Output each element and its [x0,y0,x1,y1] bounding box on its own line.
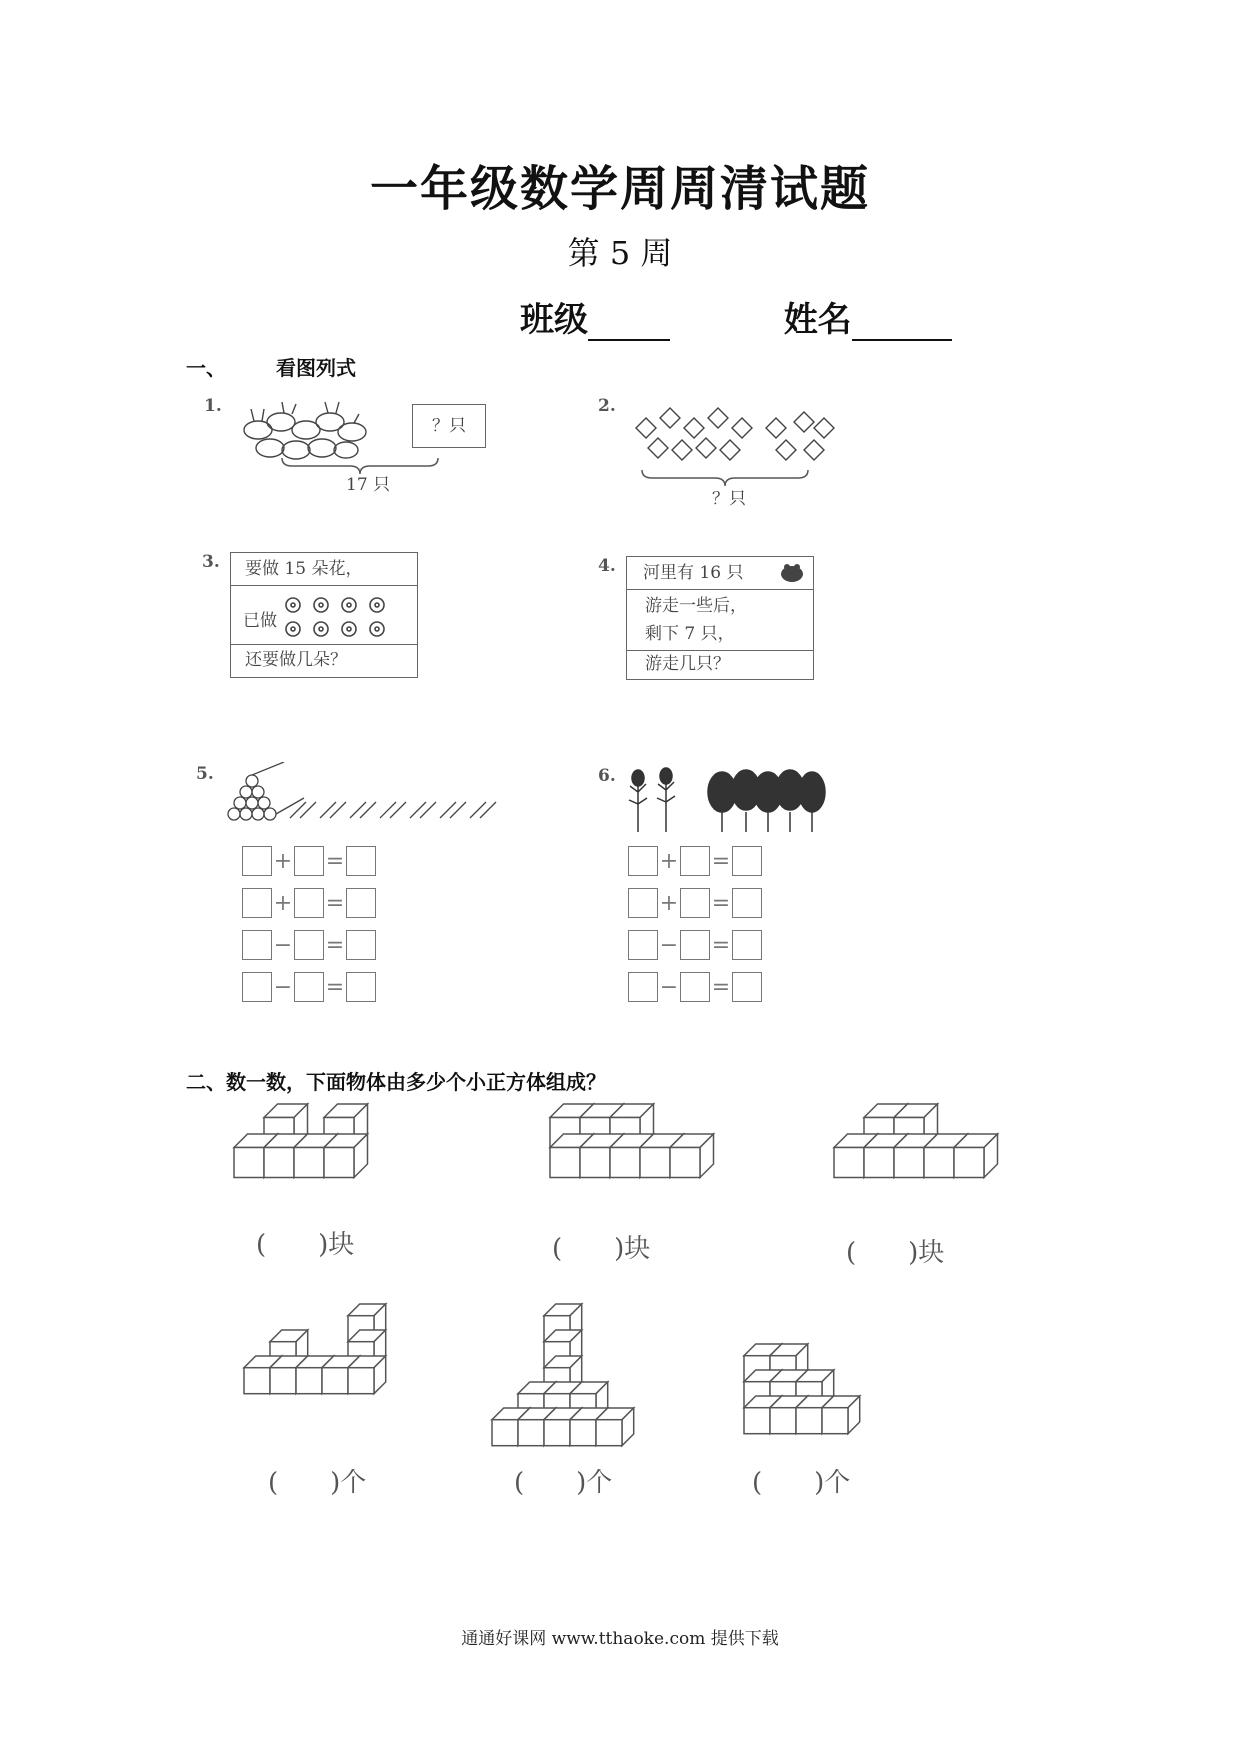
q6-number: 6. [598,766,616,786]
q5-equation-3: − = [242,930,376,972]
q5-equation-1: + = [242,846,376,888]
answer-blank-4[interactable]: ( )个 [268,1468,367,1498]
q1-number: 1. [204,396,222,416]
answer-blank-6[interactable]: ( )个 [752,1468,851,1498]
answer-box[interactable] [242,972,272,1002]
cube [324,1134,368,1178]
logs-illustration [224,762,504,824]
answer-box[interactable] [346,930,376,960]
cube-figure-3 [830,1100,1030,1220]
answer-box[interactable] [294,930,324,960]
name-blank[interactable] [852,305,952,341]
q5-equations [242,846,376,1014]
q6-equation-4: − = [628,972,762,1014]
answer-box[interactable] [294,846,324,876]
answer-box[interactable] [680,846,710,876]
answer-box[interactable] [680,930,710,960]
birds-illustration [626,398,836,470]
q1-unknown-box: ？只 [412,404,486,448]
cube-figure-2 [546,1100,736,1220]
flowers-illustration [281,592,411,642]
q5-equation-4: − = [242,972,376,1014]
answer-box[interactable] [732,972,762,1002]
answer-box[interactable] [242,846,272,876]
plants-illustration [622,762,832,834]
page-title: 一年级数学周周清试题 [369,161,870,217]
footer-text: 通通好课网 www.tthaoke.com 提供下载 [461,1629,779,1649]
class-blank[interactable] [588,305,670,341]
q2-number: 2. [598,396,616,416]
student-info-fields [520,292,952,341]
answer-box[interactable] [732,888,762,918]
cube [954,1134,998,1178]
q6-equation-3: − = [628,930,762,972]
q6-equations [628,846,762,1014]
cube [596,1408,634,1446]
q3-box [230,552,418,678]
q4-line3: 剩下 7 只， [645,624,735,644]
rabbits-illustration [236,400,376,462]
q4-line2: 游走一些后， [645,596,747,616]
answer-box[interactable] [346,972,376,1002]
cube-figure-4 [240,1300,400,1460]
q3-line3: 还要做几朵？ [245,650,347,670]
q3-number: 3. [202,552,220,572]
class-label: 班级 [520,300,588,340]
cube-figure-5 [488,1300,668,1460]
section2-label: 二、数一数，下面物体由多少个小正方体组成？ [186,1070,606,1094]
cube [670,1134,714,1178]
q1-total: 17 只 [346,475,391,495]
q3-line2: 已做 [243,611,277,631]
q4-line4: 游走几只？ [645,654,730,674]
q4-box [626,556,814,680]
cube-figure-1 [230,1100,430,1220]
q3-line1: 要做 15 朵花， [231,553,417,586]
q2-total: ？只 [712,489,746,509]
section1-label: 看图列式 [276,356,356,380]
answer-blank-1[interactable]: ( )块 [256,1230,355,1260]
cube [348,1356,386,1394]
frog-icon [777,561,807,585]
name-label: 姓名 [783,300,852,340]
answer-box[interactable] [628,972,658,1002]
cube [822,1396,860,1434]
answer-box[interactable] [680,972,710,1002]
answer-box[interactable] [346,846,376,876]
q4-line1: 河里有 16 只 [643,563,744,583]
answer-box[interactable] [732,846,762,876]
answer-blank-2[interactable]: ( )块 [552,1234,651,1264]
answer-box[interactable] [628,846,658,876]
week-label: 第 5 周 [567,234,673,272]
answer-box[interactable] [294,888,324,918]
q5-number: 5. [196,764,214,784]
answer-box[interactable] [628,888,658,918]
answer-blank-3[interactable]: ( )块 [846,1238,945,1268]
section1-number: 一、 [186,356,226,380]
answer-box[interactable] [346,888,376,918]
answer-blank-5[interactable]: ( )个 [514,1468,613,1498]
q4-number: 4. [598,556,616,576]
answer-box[interactable] [242,930,272,960]
q6-equation-2: + = [628,888,762,930]
answer-box[interactable] [732,930,762,960]
cube-figure-6 [740,1340,880,1460]
answer-box[interactable] [628,930,658,960]
answer-box[interactable] [294,972,324,1002]
q5-equation-2: + = [242,888,376,930]
answer-box[interactable] [242,888,272,918]
answer-box[interactable] [680,888,710,918]
q6-equation-1: + = [628,846,762,888]
